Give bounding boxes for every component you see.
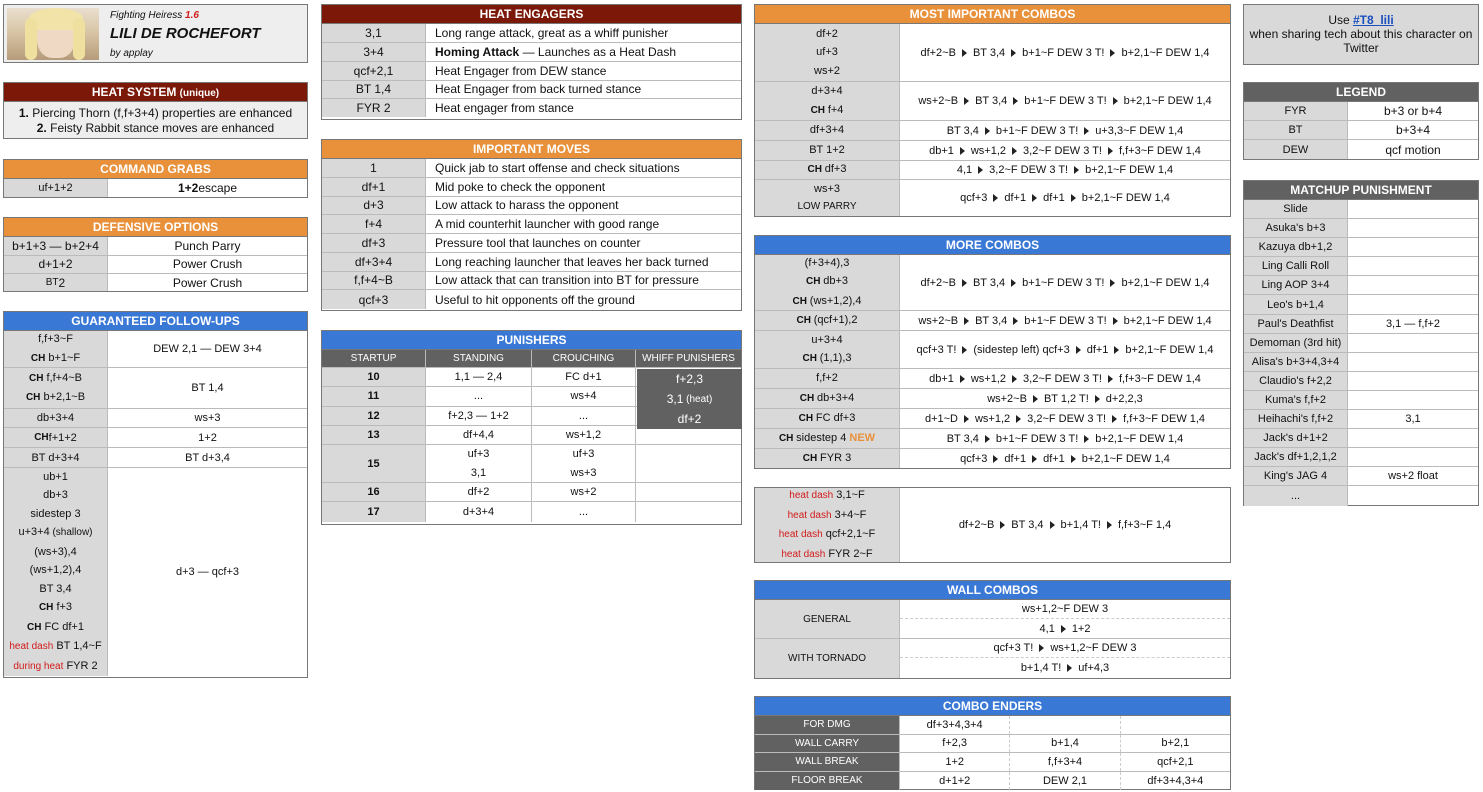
table-row: ub+1 db+3 sidestep 3 u+3+4 (shallow) (ws+3),4 (ws+1,2),4 BT 3,4 CH f+3 CH FC df+1 heat dash BT 1,4~F during heat FYR 2 d+3 — qcf+3: [4, 468, 307, 676]
table-row: f,f+2 db+1 ws+1,2 3,2~F DEW 3 T! f,f+3~F DEW 1,4: [755, 369, 1230, 389]
combo-arrow-icon: [962, 346, 967, 354]
heat-dash-combos-panel: heat dash 3,1~F heat dash 3+4~F heat dash qcf+2,1~F heat dash FYR 2~F df+2~B BT 3,4 b+1,4 T! f,f+3~F 1,4: [754, 487, 1231, 563]
combo-arrow-icon: [985, 127, 990, 135]
table-row: Kuma's f,f+2: [1244, 391, 1478, 410]
table-row: Paul's Deathfist 3,1 — f,f+2: [1244, 315, 1478, 334]
heat-system-item: 2. Feisty Rabbit stance moves are enhanced: [36, 120, 275, 135]
combo-arrow-icon: [964, 415, 969, 423]
wall-combo-line: 4,1 1+2: [1039, 622, 1091, 635]
table-row: ...: [1244, 486, 1478, 505]
table-row: qcf+3 Useful to hit opponents off the ground: [322, 290, 741, 309]
combo-route: qcf+3 T! (sidestep left) qcf+3 df+1 b+2,1~F DEW 1,4: [916, 343, 1214, 356]
table-row: 3,1 Long range attack, great as a whiff punisher: [322, 24, 741, 43]
table-row: WITH TORNADO qcf+3 T! ws+1,2~F DEW 3 b+1,4 T! uf+4,3: [755, 639, 1230, 678]
table-row: FYR b+3 or b+4: [1244, 102, 1478, 121]
author-credit: by applay: [110, 48, 153, 59]
wall-combo-line: ws+1,2~F DEW 3: [900, 600, 1230, 619]
combo-arrow-icon: [1084, 435, 1089, 443]
table-row: Asuka's b+3: [1244, 219, 1478, 238]
combo-arrow-icon: [962, 279, 967, 287]
combo-arrow-icon: [1032, 455, 1037, 463]
table-row: FYR 2 Heat engager from stance: [322, 99, 741, 117]
combo-arrow-icon: [1084, 127, 1089, 135]
combo-arrow-icon: [964, 97, 969, 105]
more-combos-header: MORE COMBOS: [755, 236, 1230, 255]
table-row: d+3+4 CH f+4 ws+2~B BT 3,4 b+1~F DEW 3 T! b+2,1~F DEW 1,4: [755, 82, 1230, 121]
table-row: FLOOR BREAK d+1+2 DEW 2,1 df+3+4,3+4: [755, 772, 1230, 791]
table-row: CH FC df+3 d+1~D ws+1,2 3,2~F DEW 3 T! f,f+3~F DEW 1,4: [755, 409, 1230, 429]
combo-arrow-icon: [985, 435, 990, 443]
combo-route: df+2~B BT 3,4 b+1~F DEW 3 T! b+2,1~F DEW 1,4: [920, 46, 1210, 59]
table-row: 16 df+2 ws+2: [322, 483, 741, 502]
table-row: CH sidestep 4 NEW BT 3,4 b+1~F DEW 3 T! b+2,1~F DEW 1,4: [755, 429, 1230, 449]
table-row: BT 2 Power Crush: [4, 274, 307, 291]
combo-arrow-icon: [1012, 147, 1017, 155]
whiff-item: f+2,3: [675, 372, 704, 386]
table-row: 10 1,1 — 2,4 FC d+1: [322, 368, 741, 387]
combo-arrow-icon: [1110, 49, 1115, 57]
table-row: FOR DMG df+3+4,3+4: [755, 716, 1230, 735]
table-row: BT 1+2 db+1 ws+1,2 3,2~F DEW 3 T! f,f+3~F DEW 1,4: [755, 141, 1230, 161]
combo-arrow-icon: [1071, 194, 1076, 202]
combo-arrow-icon: [962, 49, 967, 57]
combo-route: qcf+3 df+1 df+1 b+2,1~F DEW 1,4: [960, 192, 1170, 204]
combo-arrow-icon: [1011, 49, 1016, 57]
table-row: df+3+4 BT 3,4 b+1~F DEW 3 T! u+3,3~F DEW 1,4: [755, 121, 1230, 141]
table-row: GENERAL ws+1,2~F DEW 3 4,1 1+2: [755, 600, 1230, 639]
table-row: CH f,f+4~B CH b+2,1~B BT 1,4: [4, 368, 307, 409]
table-row: Jack's df+1,2,1,2: [1244, 448, 1478, 467]
new-badge: NEW: [846, 431, 876, 444]
heat-engagers-panel: [321, 4, 742, 120]
table-row: ws+3 LOW PARRY qcf+3 df+1 df+1 b+2,1~F DEW 1,4: [755, 180, 1230, 216]
combo-arrow-icon: [1108, 147, 1113, 155]
combo-enders-panel: [754, 696, 1231, 790]
character-header: [3, 4, 308, 63]
combo-arrow-icon: [1016, 415, 1021, 423]
combo-route: 4,1 3,2~F DEW 3 T! b+2,1~F DEW 1,4: [956, 164, 1174, 176]
combo-arrow-icon: [1033, 395, 1038, 403]
combo-arrow-icon: [1011, 279, 1016, 287]
important-moves-panel: [321, 139, 742, 311]
combo-arrow-icon: [1032, 194, 1037, 202]
table-row: King's JAG 4 ws+2 float: [1244, 467, 1478, 486]
combo-arrow-icon: [978, 166, 983, 174]
combo-route: db+1 ws+1,2 3,2~F DEW 3 T! f,f+3~F DEW 1,4: [929, 372, 1201, 385]
table-row: d+3 Low attack to harass the opponent: [322, 197, 741, 216]
table-row: 3+4 Homing Attack — Launches as a Heat Dash: [322, 43, 741, 62]
share-panel: Use #T8_lili when sharing tech about this character on Twitter: [1243, 4, 1479, 65]
most-important-combos-header: MOST IMPORTANT COMBOS: [755, 5, 1230, 24]
wall-combos-panel: [754, 580, 1231, 679]
table-row: Demoman (3rd hit): [1244, 334, 1478, 353]
combo-arrow-icon: [1095, 395, 1100, 403]
combo-enders-header: COMBO ENDERS: [755, 697, 1230, 716]
table-row: CH f+1+2 1+2: [4, 428, 307, 448]
command-grabs-header: COMMAND GRABS: [4, 160, 307, 179]
table-row: CH (qcf+1),2 ws+2~B BT 3,4 b+1~F DEW 3 T! b+2,1~F DEW 1,4: [755, 311, 1230, 331]
more-combos-panel: [754, 235, 1231, 469]
legend-header: LEGEND: [1244, 83, 1478, 102]
table-row: Heihachi's f,f+2 3,1: [1244, 410, 1478, 429]
table-row: d+1+2 Power Crush: [4, 256, 307, 275]
combo-arrow-icon: [1050, 521, 1055, 529]
table-row: Jack's d+1+2: [1244, 429, 1478, 448]
table-row: (f+3+4),3 CH db+3 CH (ws+1,2),4 df+2~B BT 3,4 b+1~F DEW 3 T! b+2,1~F DEW 1,4: [755, 255, 1230, 311]
table-row: 15 uf+3 3,1 uf+3 ws+3: [322, 445, 741, 483]
table-row: 13 df+4,4 ws+1,2: [322, 426, 741, 445]
table-row: df+1 Mid poke to check the opponent: [322, 178, 741, 197]
wall-combos-header: WALL COMBOS: [755, 581, 1230, 600]
heat-dash-combo: df+2~B BT 3,4 b+1,4 T! f,f+3~F 1,4: [958, 519, 1172, 531]
defensive-options-header: DEFENSIVE OPTIONS: [4, 218, 307, 237]
combo-route: BT 3,4 b+1~F DEW 3 T! b+2,1~F DEW 1,4: [946, 432, 1184, 445]
combo-arrow-icon: [1071, 455, 1076, 463]
combo-arrow-icon: [960, 147, 965, 155]
command-grabs-panel: [3, 159, 308, 198]
guaranteed-followups-header: GUARANTEED FOLLOW-UPS: [4, 312, 307, 331]
combo-arrow-icon: [1112, 415, 1117, 423]
table-row: f,f+3~F CH b+1~F DEW 2,1 — DEW 3+4: [4, 331, 307, 368]
table-row: df+2 uf+3 ws+2 df+2~B BT 3,4 b+1~F DEW 3 T! b+2,1~F DEW 1,4: [755, 24, 1230, 82]
guaranteed-followups-panel: [3, 311, 308, 678]
matchup-punishment-header: MATCHUP PUNISHMENT: [1244, 181, 1478, 200]
combo-arrow-icon: [1107, 521, 1112, 529]
whiff-item: df+2: [677, 412, 702, 426]
table-row: df+3+4 Long reaching launcher that leaves her back turned: [322, 253, 741, 272]
combo-arrow-icon: [993, 194, 998, 202]
character-portrait: [7, 8, 99, 60]
combo-arrow-icon: [1061, 625, 1066, 633]
share-hashtag-link[interactable]: #T8_lili: [1353, 13, 1394, 27]
table-row: Leo's b+1,4: [1244, 295, 1478, 314]
combo-route: ws+2~B BT 3,4 b+1~F DEW 3 T! b+2,1~F DEW 1,4: [918, 95, 1212, 107]
table-row: db+3+4 ws+3: [4, 409, 307, 428]
combo-arrow-icon: [1067, 664, 1072, 672]
table-row: 11 ... ws+4: [322, 387, 741, 406]
heat-system-header: HEAT SYSTEM (unique): [4, 83, 307, 102]
combo-arrow-icon: [1113, 317, 1118, 325]
table-row: BT 1,4 Heat Engager from back turned stance: [322, 81, 741, 100]
combo-arrow-icon: [1108, 375, 1113, 383]
table-row: BT d+3+4 BT d+3,4: [4, 448, 307, 468]
table-row: Kazuya db+1,2: [1244, 238, 1478, 257]
combo-arrow-icon: [964, 317, 969, 325]
table-row: f+4 A mid counterhit launcher with good range: [322, 215, 741, 234]
table-row: CH FYR 3 qcf+3 df+1 df+1 b+2,1~F DEW 1,4: [755, 449, 1230, 468]
whiff-item: 3,1 (heat): [666, 392, 713, 406]
table-row: 12 f+2,3 — 1+2 ...: [322, 407, 741, 426]
table-row: Claudio's f+2,2: [1244, 372, 1478, 391]
combo-route: db+1 ws+1,2 3,2~F DEW 3 T! f,f+3~F DEW 1,4: [929, 144, 1201, 157]
combo-route: qcf+3 df+1 df+1 b+2,1~F DEW 1,4: [960, 452, 1170, 465]
legend-panel: [1243, 82, 1479, 160]
punishers-header: PUNISHERS: [322, 331, 741, 350]
most-important-combos-panel: [754, 4, 1231, 217]
share-text: when sharing tech about this character on Twitter: [1249, 27, 1473, 55]
combo-route: d+1~D ws+1,2 3,2~F DEW 3 T! f,f+3~F DEW 1,4: [924, 412, 1206, 425]
table-row: u+3+4 CH (1,1),3 qcf+3 T! (sidestep left) qcf+3 df+1 b+2,1~F DEW 1,4: [755, 331, 1230, 369]
combo-arrow-icon: [1012, 375, 1017, 383]
combo-arrow-icon: [1013, 317, 1018, 325]
table-row: WALL CARRY f+2,3 b+1,4 b+2,1: [755, 735, 1230, 754]
table-row: 17 d+3+4 ...: [322, 502, 741, 521]
punishers-column-headers: STARTUP STANDING CROUCHING WHIFF PUNISHERS: [322, 350, 741, 368]
table-row: CH df+3 4,1 3,2~F DEW 3 T! b+2,1~F DEW 1,4: [755, 161, 1230, 180]
wall-combo-line: qcf+3 T! ws+1,2~F DEW 3: [900, 639, 1230, 658]
combo-arrow-icon: [1000, 521, 1005, 529]
heat-system-panel: [3, 82, 308, 139]
combo-arrow-icon: [1039, 644, 1044, 652]
important-moves-header: IMPORTANT MOVES: [322, 140, 741, 159]
table-row: df+3 Pressure tool that launches on counter: [322, 234, 741, 253]
matchup-punishment-panel: [1243, 180, 1479, 506]
combo-route: df+2~B BT 3,4 b+1~F DEW 3 T! b+2,1~F DEW 1,4: [920, 276, 1210, 289]
wall-combo-line: b+1,4 T! uf+4,3: [1020, 661, 1110, 674]
combo-arrow-icon: [1113, 97, 1118, 105]
combo-arrow-icon: [1114, 346, 1119, 354]
table-row: WALL BREAK 1+2 f,f+3+4 qcf+2,1: [755, 753, 1230, 772]
combo-arrow-icon: [1013, 97, 1018, 105]
table-row: f,f+4~B Low attack that can transition into BT for pressure: [322, 272, 741, 291]
combo-arrow-icon: [1076, 346, 1081, 354]
game-title: Fighting Heiress 1.6: [110, 10, 199, 21]
whiff-punishers: [637, 369, 742, 429]
table-row: b+1+3 — b+2+4 Punch Parry: [4, 237, 307, 256]
table-row: 1 Quick jab to start offense and check situations: [322, 159, 741, 178]
table-row: uf+1+2 1+2 escape: [4, 179, 307, 197]
punishers-panel: [321, 330, 742, 525]
table-row: Alisa's b+3+4,3+4: [1244, 353, 1478, 372]
heat-system-item: 1. Piercing Thorn (f,f+3+4) properties are enhanced: [18, 106, 293, 120]
combo-route: ws+2~B BT 3,4 b+1~F DEW 3 T! b+2,1~F DEW 1,4: [918, 314, 1212, 327]
combo-route: ws+2~B BT 1,2 T! d+2,2,3: [987, 392, 1143, 405]
combo-route: BT 3,4 b+1~F DEW 3 T! u+3,3~F DEW 1,4: [946, 124, 1184, 137]
table-row: Ling Calli Roll: [1244, 257, 1478, 276]
combo-arrow-icon: [960, 375, 965, 383]
defensive-options-panel: [3, 217, 308, 292]
combo-arrow-icon: [1110, 279, 1115, 287]
table-row: DEW qcf motion: [1244, 140, 1478, 159]
character-name: LILI DE ROCHEFORT: [110, 25, 261, 42]
table-row: Ling AOP 3+4: [1244, 276, 1478, 295]
table-row: qcf+2,1 Heat Engager from DEW stance: [322, 62, 741, 81]
table-row: Slide: [1244, 200, 1478, 219]
version-label: 1.6: [185, 10, 199, 21]
table-row: CH db+3+4 ws+2~B BT 1,2 T! d+2,2,3: [755, 389, 1230, 409]
table-row: BT b+3+4: [1244, 121, 1478, 140]
combo-arrow-icon: [993, 455, 998, 463]
combo-arrow-icon: [1074, 166, 1079, 174]
heat-engagers-header: HEAT ENGAGERS: [322, 5, 741, 24]
